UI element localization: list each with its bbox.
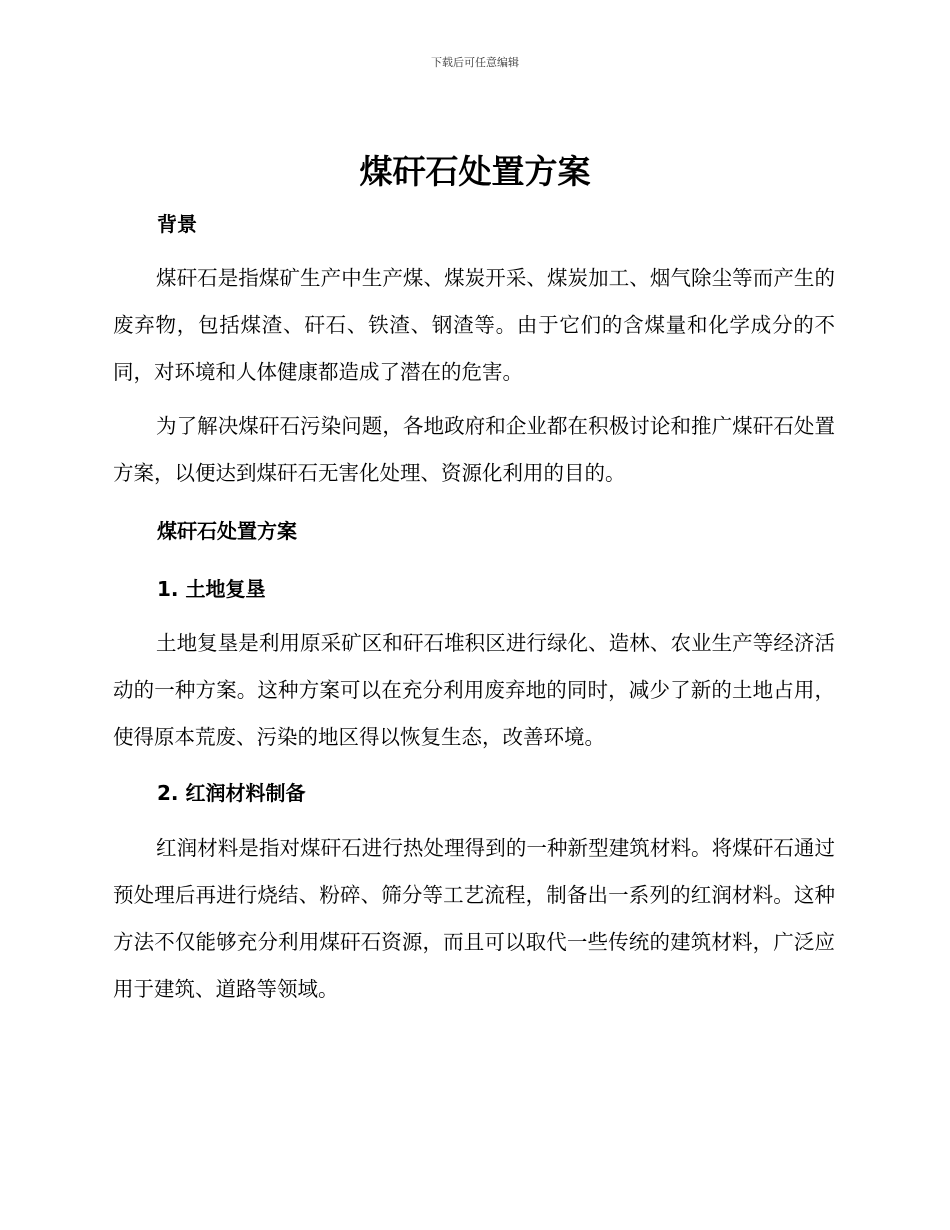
paragraph-background-2: 为了解决煤矸石污染问题，各地政府和企业都在积极讨论和推广煤矸石处置方案，以便达到煤矸石无害化处理、资源化利用的目的。 (113, 414, 835, 485)
section-heading-plan: 煤矸石处置方案 (157, 519, 297, 543)
paragraph-land-reclamation: 土地复垦是利用原采矿区和矸石堆积区进行绿化、造林、农业生产等经济活动的一种方案。这种方案可以在充分利用废弃地的同时，减少了新的土地占用，使得原本荒废、污染的地区得以恢复生态，改善环境。 (113, 631, 835, 749)
item-heading-land-reclamation: 1. 土地复垦 (157, 577, 266, 601)
paragraph-material-preparation: 红润材料是指对煤矸石进行热处理得到的一种新型建筑材料。将煤矸石通过预处理后再进行烧结、粉碎、筛分等工艺流程，制备出一系列的红润材料。这种方法不仅能够充分利用煤矸石资源，而且可以取代一些传统的建筑材料，广泛应用于建筑、道路等领域。 (113, 836, 835, 1001)
paragraph-background-1: 煤矸石是指煤矿生产中生产煤、煤炭开采、煤炭加工、烟气除尘等而产生的废弃物，包括煤渣、矸石、铁渣、钢渣等。由于它们的含煤量和化学成分的不同，对环境和人体健康都造成了潜在的危害。 (113, 266, 835, 384)
document-title: 煤矸石处置方案 (359, 152, 591, 191)
item-heading-material-preparation: 2. 红润材料制备 (157, 781, 306, 805)
header-note: 下载后可任意编辑 (431, 56, 519, 69)
section-heading-background: 背景 (157, 212, 197, 236)
